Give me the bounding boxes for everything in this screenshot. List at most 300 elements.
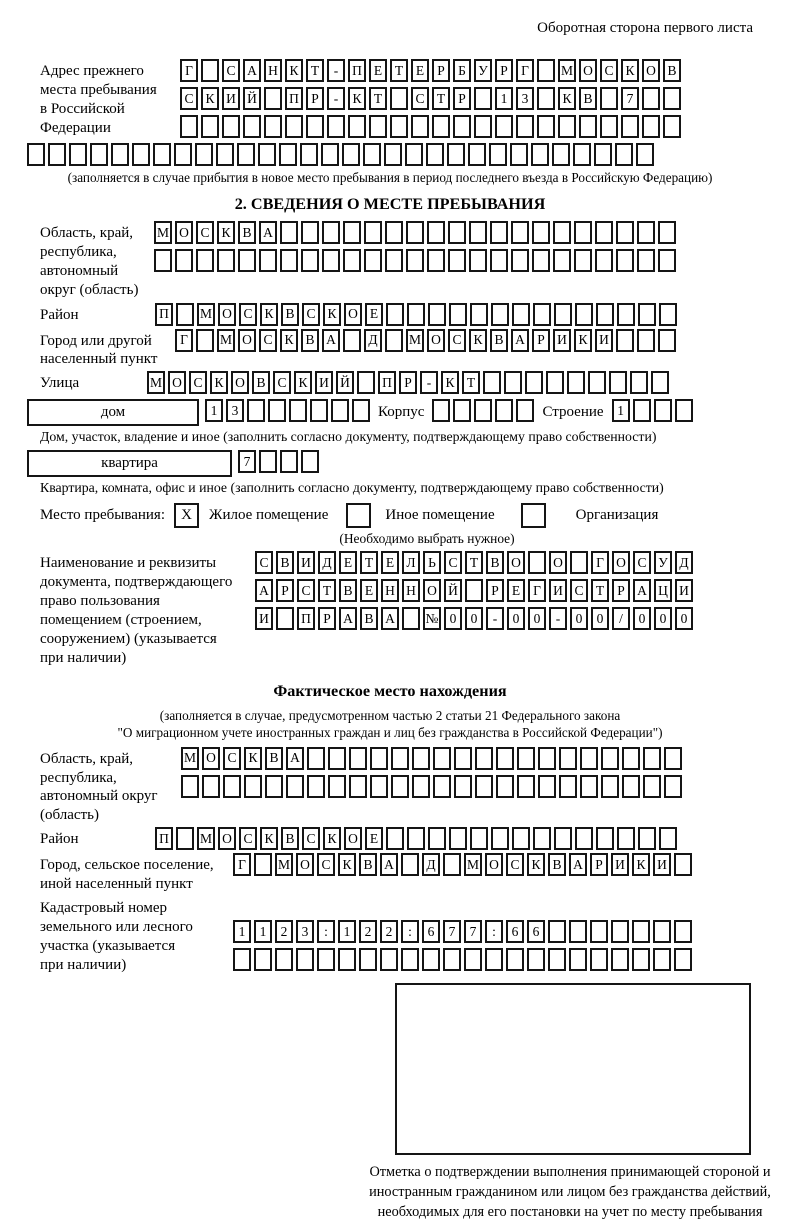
char-row-region-2 [154,249,676,272]
char-box: И [315,371,333,394]
char-box [280,249,298,272]
char-box [259,249,277,272]
char-box [275,948,293,971]
stamp-box [395,983,751,1155]
char-box [569,920,587,943]
char-box [630,371,648,394]
char-box [233,948,251,971]
char-box: 7 [238,450,256,473]
char-box: Ц [654,579,672,602]
section3-title: Фактическое место нахождения [273,681,507,700]
char-box [475,775,493,798]
char-box: К [574,329,592,352]
char-box [195,143,213,166]
char-box [296,948,314,971]
char-box: Т [318,579,336,602]
char-box: Д [675,551,693,574]
char-row-region-actual-2 [181,775,682,798]
field-region [27,221,753,300]
char-box [638,827,656,850]
char-box: 0 [675,607,693,630]
char-box [412,775,430,798]
char-box [538,775,556,798]
checkbox-residential: X [174,503,199,528]
char-box: Р [432,59,450,82]
field-street [27,371,753,394]
char-box [495,115,513,138]
char-row-document-3 [255,607,693,630]
char-box: К [558,87,576,110]
char-box [659,827,677,850]
char-box: : [317,920,335,943]
char-box: О [238,329,256,352]
char-box: Т [306,59,324,82]
char-box: С [223,747,241,770]
char-box [447,143,465,166]
char-box: О [507,551,525,574]
region-actual-label [27,747,181,826]
char-box: К [260,303,278,326]
label-line: Область, край, [40,750,134,767]
char-box: - [549,607,567,630]
char-box [506,948,524,971]
prev-address-label [27,59,180,138]
char-box [328,775,346,798]
char-box [247,399,265,422]
char-box: 7 [621,87,639,110]
char-box [432,115,450,138]
char-box [658,221,676,244]
field-region-actual [27,747,753,826]
label-line: Кадастровый номер [40,900,167,917]
char-box: О [579,59,597,82]
char-box [490,249,508,272]
char-box: 2 [275,920,293,943]
char-box [475,747,493,770]
char-box: В [663,59,681,82]
char-box: 7 [464,920,482,943]
char-box: С [302,827,320,850]
char-box [664,747,682,770]
char-box [533,827,551,850]
char-box [588,371,606,394]
char-box [427,221,445,244]
char-box: Г [516,59,534,82]
prev-address-rows [180,59,681,138]
char-box: Т [360,551,378,574]
char-box: П [155,827,173,850]
apartment-box: квартира [27,450,232,477]
stamp-caption: Отметка о подтверждении выполнения принимающей стороной и иностранным гражданином или лицом без гражданства действий, необходимых для его постановки на учет по месту пребывания [369,1163,771,1221]
char-box: М [197,303,215,326]
char-box: Р [590,853,608,876]
char-box: М [154,221,172,244]
char-box [216,143,234,166]
sheet-side-note: Оборотная сторона первого листа [537,20,753,36]
char-box: В [301,329,319,352]
char-row-document-2 [255,579,693,602]
document-rows [255,551,693,630]
label-line: Наименование и реквизиты [40,555,217,572]
char-box [174,143,192,166]
char-box: А [633,579,651,602]
char-box: Г [175,329,193,352]
char-box: К [280,329,298,352]
char-box [401,948,419,971]
cadastral-rows [233,896,692,971]
char-box: Д [422,853,440,876]
char-box [202,775,220,798]
char-box: 7 [443,920,461,943]
char-box: С [600,59,618,82]
char-box [511,249,529,272]
char-box [407,827,425,850]
char-box [496,747,514,770]
char-box [217,249,235,272]
field-stay-place [27,503,753,528]
char-box [638,303,656,326]
char-box: И [595,329,613,352]
char-box: О [175,221,193,244]
char-box [559,747,577,770]
char-box: Т [390,59,408,82]
char-box: С [444,551,462,574]
char-box [310,399,328,422]
char-box: А [255,579,273,602]
char-box: К [348,87,366,110]
char-box [432,399,450,422]
field-city-actual [27,853,753,894]
char-box [223,775,241,798]
field-document [27,551,753,667]
char-box [537,115,555,138]
char-box: 3 [296,920,314,943]
option-organization-label: Организация [575,507,659,524]
char-box: В [281,303,299,326]
char-box: П [155,303,173,326]
char-box: А [339,607,357,630]
char-row-street [147,371,669,394]
char-box [391,747,409,770]
char-box: О [168,371,186,394]
char-box [469,221,487,244]
char-box [90,143,108,166]
checkbox-other-premises [346,503,371,528]
char-box [643,747,661,770]
char-box [343,329,361,352]
char-box [552,143,570,166]
char-box [343,249,361,272]
char-box: О [296,853,314,876]
char-box: С [196,221,214,244]
char-box: 0 [591,607,609,630]
label-line: документа, подтверждающего [40,574,233,591]
char-box: Р [318,607,336,630]
char-box [658,329,676,352]
char-row-region-actual-1 [181,747,682,770]
char-box [579,115,597,138]
char-box: С [180,87,198,110]
char-box: Н [381,579,399,602]
char-box [643,775,661,798]
char-box: С [633,551,651,574]
label-line: иной населенный пункт [40,876,193,893]
char-row-region-1 [154,221,676,244]
label-line: республика, [40,243,117,260]
char-box [370,775,388,798]
label-line: автономный округ [40,788,158,805]
char-box [449,827,467,850]
char-box [448,221,466,244]
label-line: в Российской [40,100,125,117]
char-box: 3 [516,87,534,110]
char-box: П [285,87,303,110]
char-box [611,948,629,971]
char-box: В [339,579,357,602]
house-note: Дом, участок, владение и иное (заполнить согласно документу, подтверждающему право собственности) [40,429,657,445]
char-box [386,827,404,850]
char-box: К [469,329,487,352]
field-district-actual [27,827,753,850]
char-box [317,948,335,971]
char-box: А [380,853,398,876]
char-box [528,551,546,574]
char-box: 3 [226,399,244,422]
char-row-cadastral-1 [233,920,692,943]
char-box [276,607,294,630]
char-box: С [570,579,588,602]
char-box: И [675,579,693,602]
char-box: К [260,827,278,850]
char-box [622,775,640,798]
char-box [180,115,198,138]
char-row-prev-address-3 [180,115,681,138]
char-box [616,329,634,352]
char-box [615,143,633,166]
char-box [407,303,425,326]
char-box [443,853,461,876]
char-box [596,827,614,850]
char-box: С [506,853,524,876]
char-box [321,143,339,166]
char-box [391,775,409,798]
char-box [617,303,635,326]
char-box: Е [365,827,383,850]
char-box [533,303,551,326]
char-box [532,221,550,244]
char-box: К [621,59,639,82]
char-box [348,115,366,138]
char-box [154,249,172,272]
char-box [531,143,549,166]
char-box [69,143,87,166]
char-box: А [569,853,587,876]
char-box [385,329,403,352]
char-box [553,221,571,244]
char-box: Е [360,579,378,602]
char-box: С [297,579,315,602]
char-box [491,303,509,326]
label-line: право пользования [40,593,160,610]
char-box [474,399,492,422]
char-box [406,249,424,272]
label-line: при наличии) [40,649,127,666]
char-box [516,399,534,422]
char-box [390,87,408,110]
char-box: В [360,607,378,630]
char-box: С [411,87,429,110]
char-row-city-actual [233,853,692,876]
char-box: Т [465,551,483,574]
char-box [654,399,672,422]
char-box: Р [276,579,294,602]
char-box: М [197,827,215,850]
label-line: округ (область) [40,281,139,298]
char-box: К [201,87,219,110]
char-box [201,59,219,82]
char-box [675,399,693,422]
char-box [411,115,429,138]
char-box: 0 [465,607,483,630]
char-box: М [464,853,482,876]
char-box: В [359,853,377,876]
char-box: 2 [359,920,377,943]
char-box: № [423,607,441,630]
char-box: Е [411,59,429,82]
char-box [490,221,508,244]
char-row-stroenie [612,399,693,422]
section2-title: 2. СВЕДЕНИЯ О МЕСТЕ ПРЕБЫВАНИЯ [234,195,546,213]
char-box [369,115,387,138]
char-box [594,143,612,166]
char-box [601,775,619,798]
char-box: В [238,221,256,244]
char-box: К [338,853,356,876]
char-box [428,827,446,850]
char-box [489,143,507,166]
char-box: Е [339,551,357,574]
char-box: Д [364,329,382,352]
char-box [632,948,650,971]
char-box: Р [486,579,504,602]
section3-note-1: (заполняется в случае, предусмотренном частью 2 статьи 21 Федерального закона [159,707,621,723]
char-box [449,303,467,326]
char-box: М [181,747,199,770]
char-box [674,853,692,876]
char-box [609,371,627,394]
char-box [663,87,681,110]
char-row-house [205,399,370,422]
char-box [496,775,514,798]
char-box: К [244,747,262,770]
char-box [176,827,194,850]
char-box: К [441,371,459,394]
char-box: Т [369,87,387,110]
label-line: автономный [40,262,119,279]
char-box: 1 [495,87,513,110]
char-box [385,249,403,272]
label-line: республика, [40,769,117,786]
char-box [196,249,214,272]
char-box: 0 [633,607,651,630]
char-box [238,249,256,272]
char-box [443,948,461,971]
char-box: И [549,579,567,602]
char-box: Р [532,329,550,352]
char-box [474,87,492,110]
korpus-label: Корпус [378,404,425,421]
char-row-district-actual [155,827,677,850]
char-box [390,115,408,138]
char-box: Р [399,371,417,394]
char-box: В [276,551,294,574]
char-box [474,115,492,138]
char-box [264,87,282,110]
char-box: П [297,607,315,630]
char-box [642,115,660,138]
char-box: 0 [528,607,546,630]
char-box: 1 [233,920,251,943]
char-box: И [297,551,315,574]
char-box [611,920,629,943]
apartment-note: Квартира, комната, офис и иное (заполнить согласно документу, подтверждающему право собственности) [40,480,664,496]
char-box [590,920,608,943]
char-box: У [654,551,672,574]
char-box [511,221,529,244]
option-residential-label: Жилое помещение [209,507,329,524]
char-box: А [259,221,277,244]
label-line: (область) [40,807,99,824]
char-box: К [323,303,341,326]
field-district [27,303,753,326]
char-box: К [323,827,341,850]
prev-address-note: (заполняется в случае прибытия в новое место пребывания в период последнего въезда в Российскую Федерацию) [67,170,713,185]
char-box: Е [507,579,525,602]
char-box: 1 [205,399,223,422]
char-box: О [612,551,630,574]
char-box [664,775,682,798]
char-box [570,551,588,574]
char-box [364,221,382,244]
char-box [590,948,608,971]
char-box: В [490,329,508,352]
char-box: Ь [423,551,441,574]
char-box [280,450,298,473]
char-box [554,827,572,850]
char-box [364,249,382,272]
char-box [596,303,614,326]
char-box: 0 [444,607,462,630]
char-box: О [344,827,362,850]
char-box [343,221,361,244]
char-box [574,249,592,272]
char-row-korpus [432,399,534,422]
char-box: Б [453,59,471,82]
char-box: М [217,329,235,352]
char-box: С [259,329,277,352]
char-box: В [486,551,504,574]
label-line: Область, край, [40,225,134,241]
char-box: О [549,551,567,574]
char-box [674,920,692,943]
char-box: М [147,371,165,394]
char-box: 6 [506,920,524,943]
char-box [517,747,535,770]
char-box [491,827,509,850]
char-box [153,143,171,166]
char-box [201,115,219,138]
char-box [453,115,471,138]
